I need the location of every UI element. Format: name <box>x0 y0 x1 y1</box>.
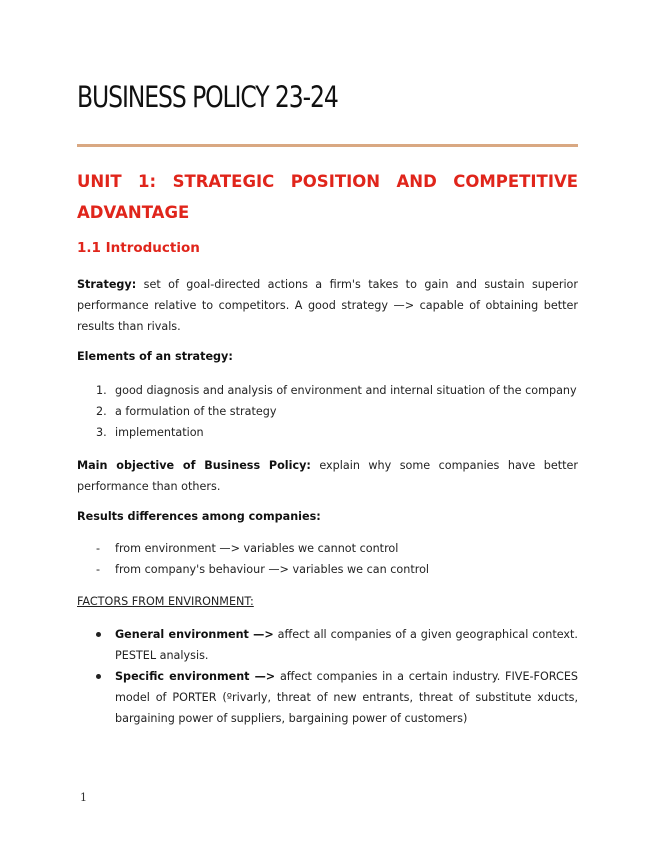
strategy-paragraph <box>77 274 578 337</box>
dash-marker: - <box>96 542 101 555</box>
list-item <box>77 559 578 580</box>
factor-line1 <box>115 624 578 645</box>
list-item <box>77 666 578 729</box>
factor-line2: PESTEL analysis. <box>115 649 209 662</box>
list-item <box>77 380 578 401</box>
factors-heading: FACTORS FROM ENVIRONMENT: <box>77 595 254 608</box>
title-divider <box>77 144 578 147</box>
list-number: 1. <box>96 384 107 397</box>
objective-line2: performance than others. <box>77 480 221 493</box>
list-item <box>77 422 578 443</box>
bullet-icon <box>96 632 101 637</box>
document-title: BUSINESS POLICY 23-24 <box>77 80 338 114</box>
list-number: 3. <box>96 426 107 439</box>
list-item-text: good diagnosis and analysis of environment and internal situation of the company <box>115 384 577 397</box>
list-item-text: from environment —> variables we cannot control <box>115 542 399 555</box>
list-item-text: implementation <box>115 426 204 439</box>
factors-list <box>77 624 578 729</box>
strategy-label: Strategy: <box>77 278 137 291</box>
list-item-text: from company's behaviour —> variables we can control <box>115 563 430 576</box>
list-item <box>77 538 578 559</box>
section-heading: 1.1 Introduction <box>77 240 200 256</box>
factor-line1-text: affect all companies of a given geographical context. <box>277 628 578 641</box>
factor-label: Specific environment —> <box>115 670 276 683</box>
objective-line1-text: explain why some companies have better <box>319 459 579 472</box>
list-item-text: a formulation of the strategy <box>115 405 277 418</box>
factor-line1-text: affect companies in a certain industry. FIVE-FORCES <box>279 670 578 683</box>
factor-line1 <box>115 666 578 687</box>
objective-label: Main objective of Business Policy: <box>77 459 311 472</box>
strategy-line1-text: set of goal-directed actions a firm's takes to gain and sustain superior <box>143 278 579 291</box>
factor-line3: bargaining power of suppliers, bargaining power of customers) <box>115 712 468 725</box>
list-number: 2. <box>96 405 107 418</box>
bullet-icon <box>96 674 101 679</box>
unit-heading-line2: ADVANTAGE <box>77 203 190 222</box>
elements-label: Elements of an strategy: <box>77 350 233 363</box>
elements-list <box>77 380 578 443</box>
objective-paragraph <box>77 455 578 497</box>
results-list <box>77 538 578 580</box>
factor-label: General environment —> <box>115 628 274 641</box>
list-item <box>77 401 578 422</box>
factor-line2: model of PORTER (ºrivarly, threat of new entrants, threat of substitute xducts, <box>115 691 578 704</box>
objective-line1 <box>77 455 578 476</box>
strategy-line3: results than rivals. <box>77 320 181 333</box>
list-item <box>77 624 578 666</box>
unit-heading <box>77 166 578 228</box>
unit-heading-line1: UNIT 1: STRATEGIC POSITION AND COMPETITIVE <box>77 172 578 191</box>
results-label: Results differences among companies: <box>77 510 321 523</box>
strategy-line1 <box>77 274 578 295</box>
page-number: 1 <box>80 791 87 804</box>
strategy-line2: performance relative to competitors. A good strategy —> capable of obtaining better <box>77 299 578 312</box>
dash-marker: - <box>96 563 101 576</box>
